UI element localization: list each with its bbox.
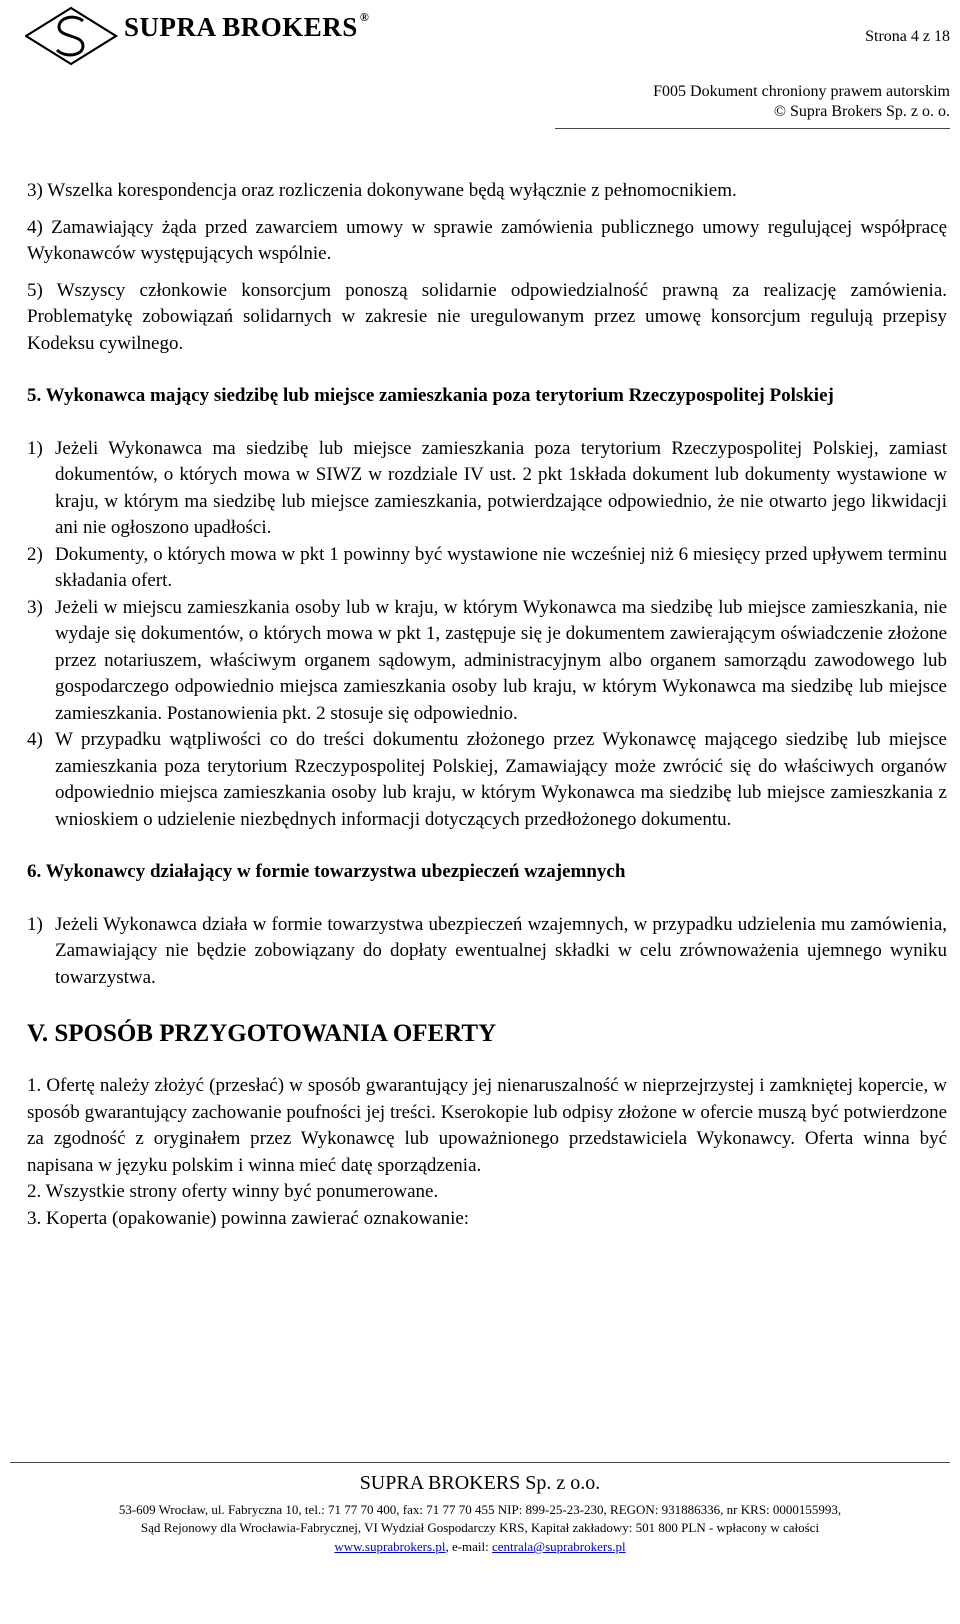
- list-item: 3) Jeżeli w miejscu zamieszkania osoby lub w kraju, w którym Wykonawca ma siedzibę lub miejsce zamieszkania, nie wydaje się dokumentów, o których mowa w pkt 1, zastępuje się je dokumentem zawierającym oświadczenie złożone przez notariuszem, właściwym organem sądowym, administracyjnym albo organem samorządu zawodowego lub gospodarczego odpowiednio miejsca zamieszkania osoby lub kraju, w którym Wykonawca ma siedzibę lub miejsce zamieszkania. Postanowienia pkt. 2 stosuje się odpowiednio.: [27, 596, 947, 724]
- paragraph-5: 5) Wszyscy członkowie konsorcjum ponoszą solidarnie odpowiedzialność prawną za realizację zamówienia. Problematykę zobowiązań solidarnych w zakresie nie uregulowanym przez umowę konsorcjum regulują przepisy Kodeksu cywilnego.: [27, 279, 947, 354]
- paragraph-v1: 1. Ofertę należy złożyć (przesłać) w sposób gwarantujący jej nienaruszalność w nieprzejrzystej i zamkniętej kopercie, w sposób gwarantujący zachowanie poufności jej treści. Kserokopie lub odpisy złożone w ofercie muszą być potwierdzone za zgodność z oryginałem przez Wykonawcę lub upoważnionego przedstawiciela Wykonawcy. Oferta winna być napisana w języku polskim i winna mieć datę sporządzenia.: [27, 1075, 947, 1176]
- email-link[interactable]: centrala@suprabrokers.pl: [492, 1539, 626, 1554]
- footer-address: 53-609 Wrocław, ul. Fabryczna 10, tel.: 71 77 70 400, fax: 71 77 70 455 NIP: 899-25-23-230, REGON: 931886336, nr KRS: 0000155993,: [118, 1502, 842, 1517]
- list-item: 4) W przypadku wątpliwości co do treści dokumentu złożonego przez Wykonawcę mającego siedzibę lub miejsce zamieszkania poza terytorium Rzeczypospolitej Polskiej, Zamawiający może zwrócić się do właściwych organów odpowiednio miejsca zamieszkania osoby lub kraju, w którym Wykonawca ma siedzibę lub miejsce zamieszkania z wnioskiem o udzielenie niezbędnych informacji dotyczących przedłożonego dokumentu.: [27, 729, 947, 830]
- list-item: 1) Jeżeli Wykonawca ma siedzibę lub miejsce zamieszkania poza terytorium Rzeczypospolitej Polskiej, zamiast dokumentów, o których mowa w SIWZ w rozdziale IV ust. 2 pkt 1składa dokument lub dokumenty wystawione w kraju, w którym ma siedzibę lub miejsce zamieszkania, potwierdzające odpowiednio, że nie otwarto jego likwidacji ani nie ogłoszono upadłości.: [27, 437, 947, 538]
- header-divider: [555, 128, 950, 129]
- paragraph-v3: 3. Koperta (opakowanie) powinna zawierać oznakowanie:: [27, 1207, 470, 1229]
- page-number: Strona 4 z 18: [865, 28, 950, 45]
- copyright-notice: F005 Dokument chroniony prawem autorskim: [653, 83, 950, 100]
- registered-mark: ®: [359, 10, 370, 24]
- footer-company: SUPRA BROKERS Sp. z o.o.: [359, 1472, 601, 1494]
- list-item: 2) Dokumenty, o których mowa w pkt 1 powinny być wystawione nie wcześniej niż 6 miesięcy przed upływem terminu składania ofert.: [27, 543, 947, 591]
- section-5-list: [27, 436, 947, 834]
- email-label: , e-mail:: [445, 1539, 493, 1554]
- list-item: 1) Jeżeli Wykonawca działa w formie towarzystwa ubezpieczeń wzajemnych, w przypadku udzielenia mu zamówienia, Zamawiający nie będzie zobowiązany do dopłaty ewentualnej składki w celu zrównoważenia ujemnego wyniku towarzystwa.: [27, 913, 947, 988]
- footer-divider: [10, 1462, 950, 1463]
- document-body: [27, 178, 947, 1232]
- website-link[interactable]: www.suprabrokers.pl: [334, 1539, 446, 1554]
- brand-name: SUPRA BROKERS ®: [124, 10, 370, 42]
- section-6-list: [27, 912, 947, 992]
- footer-contact: [0, 1539, 960, 1555]
- copyright-owner: © Supra Brokers Sp. z o. o.: [773, 103, 950, 120]
- paragraph-4: 4) Zamawiający żąda przed zawarciem umowy w sprawie zamówienia publicznego umowy regulującej współpracę Wykonawców występujących wspólnie.: [27, 216, 947, 264]
- section-6-heading: 6. Wykonawcy działający w formie towarzystwa ubezpieczeń wzajemnych: [27, 861, 626, 882]
- chapter-heading: V. SPOSÓB PRZYGOTOWANIA OFERTY: [27, 1020, 497, 1047]
- paragraph-v2: 2. Wszystkie strony oferty winny być ponumerowane.: [27, 1181, 439, 1202]
- footer-registration: Sąd Rejonowy dla Wrocławia-Fabrycznej, VI Wydział Gospodarczy KRS, Kapitał zakładowy: 501 800 PLN - wpłacony w całości: [140, 1520, 820, 1535]
- paragraph-3: 3) Wszelka korespondencja oraz rozliczenia dokonywane będą wyłącznie z pełnomocnikiem.: [27, 180, 737, 201]
- section-5-heading: 5. Wykonawca mający siedzibę lub miejsce zamieszkania poza terytorium Rzeczypospolitej Polskiej: [27, 385, 834, 406]
